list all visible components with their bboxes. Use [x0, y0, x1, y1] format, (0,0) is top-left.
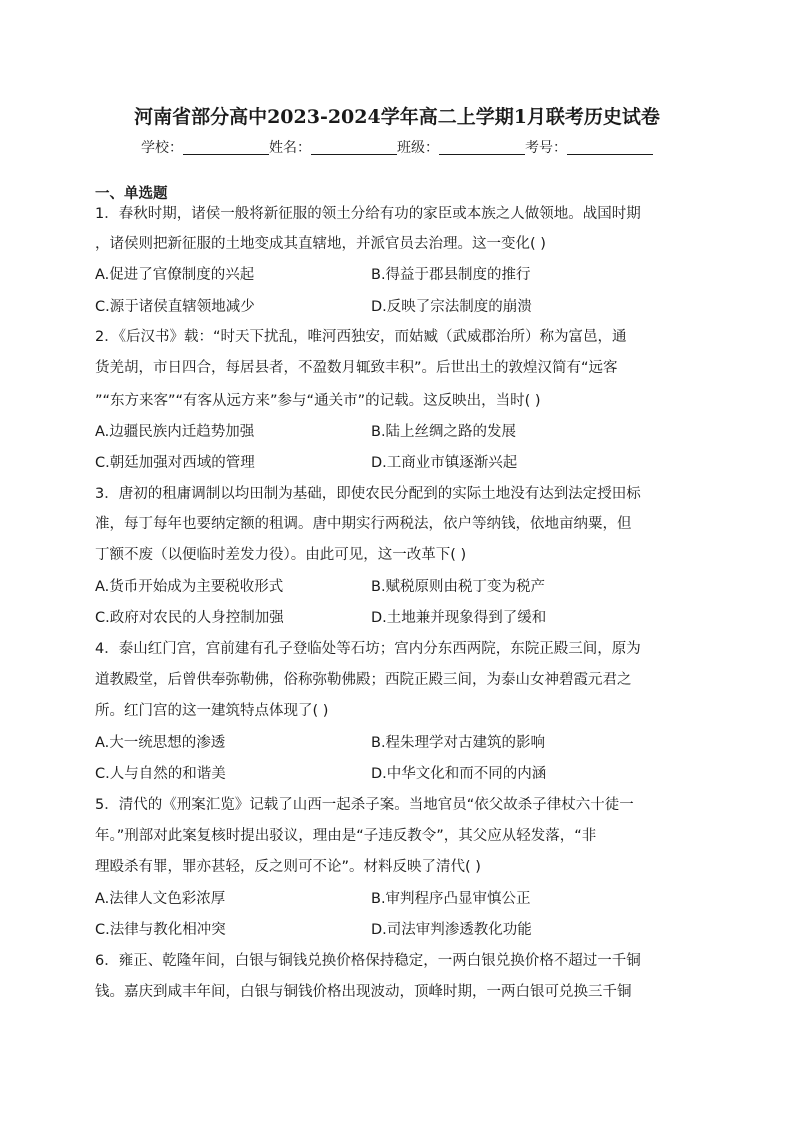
exam-number-blank[interactable]	[567, 140, 653, 155]
option-d[interactable]: D.中华文化和而不同的内涵	[371, 766, 547, 782]
option-d[interactable]: D.土地兼并现象得到了缓和	[371, 610, 547, 626]
question-text-line: 1．春秋时期，诸侯一般将新征服的领土分给有功的家臣或本族之人做领地。战国时期	[95, 206, 641, 222]
option-a[interactable]: A.边疆民族内迁趋势加强	[95, 424, 255, 440]
question-text-line: 准，每丁每年也要纳定额的租调。唐中期实行两税法，依户等纳钱，依地亩纳粟，但	[95, 516, 632, 532]
option-a[interactable]: A.大一统思想的渗透	[95, 735, 226, 751]
question-text-line: 钱。嘉庆到咸丰年间，白银与铜钱价格出现波动，顶峰时期，一两白银可兑换三千铜	[95, 984, 632, 1000]
class-label: 班级：	[397, 140, 439, 156]
question-text-line: 所。红门宫的这一建筑特点体现了( )	[95, 703, 329, 719]
option-c[interactable]: C.政府对农民的人身控制加强	[95, 610, 284, 626]
question-text-line: 2．《后汉书》载：“时天下扰乱，唯河西独安，而姑臧（武威郡治所）称为富邑，通	[95, 329, 627, 345]
option-c[interactable]: C.源于诸侯直辖领地减少	[95, 299, 255, 315]
question-text-line: ，诸侯则把新征服的土地变成其直辖地，并派官员去治理。这一变化( )	[95, 236, 546, 252]
question-text-line: 年。”刑部对此案复核时提出驳议，理由是“子违反教令”，其父应从轻发落，“非	[95, 828, 597, 844]
option-b[interactable]: B.赋税原则由税丁变为税产	[371, 579, 546, 595]
question-text-line: ”“东方来客”“有客从远方来”参与“通关市”的记载。这反映出，当时( )	[95, 393, 541, 409]
question-text-line: 5．清代的《刑案汇览》记载了山西一起杀子案。当地官员“依父故杀子律杖六十徒一	[95, 797, 634, 813]
class-blank[interactable]	[439, 140, 525, 155]
option-a[interactable]: A.货币开始成为主要税收形式	[95, 579, 284, 595]
option-b[interactable]: B.得益于郡县制度的推行	[371, 267, 531, 283]
page-title: 河南省部分高中2023-2024学年高二上学期1月联考历史试卷	[134, 106, 660, 128]
school-blank[interactable]	[183, 140, 269, 155]
option-c[interactable]: C.法律与教化相冲突	[95, 922, 226, 938]
option-d[interactable]: D.反映了宗法制度的崩溃	[371, 299, 532, 315]
question-text-line: 6．雍正、乾隆年间，白银与铜钱兑换价格保持稳定，一两白银兑换价格不超过一千铜	[95, 953, 641, 969]
question-text-line: 3．唐初的租庸调制以均田制为基础，即使农民分配到的实际土地没有达到法定授田标	[95, 486, 641, 502]
question-text-line: 理殴杀有罪，罪亦甚轻，反之则可不论”。材料反映了清代( )	[95, 859, 481, 875]
section-heading: 一、单选题	[95, 186, 168, 202]
option-c[interactable]: C.人与自然的和谐美	[95, 766, 226, 782]
school-label: 学校：	[141, 140, 183, 156]
question-text-line: 货羌胡，市日四合，每居县者，不盈数月辄致丰积”。后世出土的敦煌汉简有“远客	[95, 360, 618, 376]
question-text-line: 4．泰山红门宫，宫前建有孔子登临处等石坊；宫内分东西两院，东院正殿三间，原为	[95, 641, 641, 657]
name-label: 姓名：	[269, 140, 311, 156]
name-blank[interactable]	[311, 140, 397, 155]
question-text-line: 丁额不废（以便临时差发力役）。由此可见，这一改革下( )	[95, 547, 467, 563]
student-info-line	[0, 137, 794, 157]
option-d[interactable]: D.司法审判渗透教化功能	[371, 922, 532, 938]
option-d[interactable]: D.工商业市镇逐渐兴起	[371, 455, 518, 471]
option-a[interactable]: A.促进了官僚制度的兴起	[95, 267, 255, 283]
option-b[interactable]: B.陆上丝绸之路的发展	[371, 424, 517, 440]
exam-number-label: 考号：	[525, 140, 567, 156]
option-a[interactable]: A.法律人文色彩浓厚	[95, 891, 226, 907]
question-text-line: 道教殿堂，后曾供奉弥勒佛，俗称弥勒佛殿；西院正殿三间，为泰山女神碧霞元君之	[95, 672, 632, 688]
option-c[interactable]: C.朝廷加强对西域的管理	[95, 455, 255, 471]
option-b[interactable]: B.审判程序凸显审慎公正	[371, 891, 531, 907]
option-b[interactable]: B.程朱理学对古建筑的影响	[371, 735, 546, 751]
